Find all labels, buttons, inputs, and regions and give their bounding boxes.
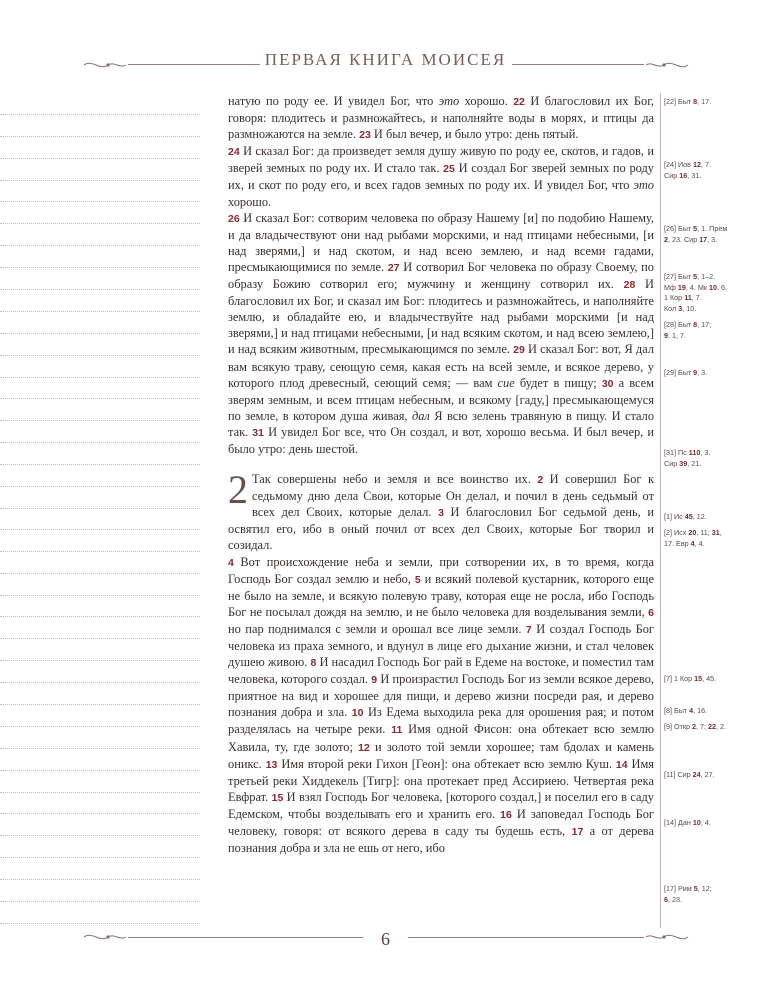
- xref-2-11: [11] Сир 24, 27.: [664, 770, 715, 779]
- note-line: [0, 880, 200, 902]
- footer-right-ornament-icon: [644, 930, 690, 944]
- note-line: [0, 683, 200, 705]
- note-line: [0, 749, 200, 771]
- xref-2-9: [9] Откр 2, 7; 22, 2.: [664, 722, 727, 731]
- italic-word: это: [438, 94, 460, 108]
- note-line: [0, 902, 200, 924]
- verse-number: 4: [228, 556, 234, 569]
- note-line: [0, 268, 200, 290]
- verse-number: 22: [513, 96, 525, 108]
- right-ornament-icon: [644, 58, 690, 72]
- note-line: [0, 202, 200, 224]
- note-line: [0, 399, 200, 421]
- xref-22: [22] Быт 8, 17.: [664, 97, 712, 106]
- verse-number: 2: [537, 474, 544, 487]
- verse-number: 25: [443, 163, 455, 176]
- verse-number: 16: [500, 808, 512, 821]
- verse-number: 27: [387, 261, 400, 274]
- verse-number: 28: [623, 279, 636, 292]
- chapter-number: 2: [228, 467, 248, 513]
- main-text: [228, 93, 654, 856]
- verse-number: 31: [252, 426, 264, 439]
- xref-31: [31] Пс 110, 3. Сир 39, 21.: [664, 448, 711, 468]
- note-line: [0, 181, 200, 203]
- verse-number: 26: [228, 212, 240, 225]
- verse-number: 14: [615, 758, 628, 771]
- header-rule-right: [512, 64, 644, 65]
- verse-number: 5: [414, 573, 421, 586]
- note-line: [0, 465, 200, 487]
- note-line: [0, 421, 200, 443]
- note-line: [0, 793, 200, 815]
- italic-word: это: [633, 178, 654, 193]
- verse-number: 12: [358, 741, 370, 754]
- verse-number: 24: [228, 146, 240, 159]
- note-line: [0, 312, 200, 334]
- xref-2-2: [2] Исх 20, 11; 31, 17. Евр 4, 4.: [664, 528, 722, 548]
- xref-2-7: [7] 1 Кор 15, 45.: [664, 674, 717, 683]
- xref-28: [28] Быт 8, 17; 9, 1, 7.: [664, 320, 712, 340]
- verse-number: 11: [391, 724, 403, 737]
- note-line: [0, 93, 200, 115]
- note-line: [0, 574, 200, 596]
- verse-number: 8: [310, 657, 317, 670]
- note-line: [0, 639, 200, 661]
- note-line: [0, 836, 200, 858]
- verse-number: 23: [359, 129, 371, 142]
- paragraph-2-1: 2 Так совершены небо и земля и все воинство их. 2 И совершил Бог к седьмому дню дела Свои, которые Он делал, и почил в день седьмый от всех дел Своих, которые делал. 3 И благословил Бог седьмой день, и освятил его, ибо в оный почил от всех дел Своих, которые Бог творил и созидал.: [228, 467, 654, 553]
- note-line: [0, 378, 200, 400]
- note-line: [0, 356, 200, 378]
- verse-number: 9: [371, 674, 378, 687]
- xref-2-1: [1] Ис 45, 12.: [664, 512, 707, 521]
- xref-29: [29] Быт 9, 3.: [664, 368, 708, 377]
- note-line: [0, 159, 200, 181]
- note-line: [0, 596, 200, 618]
- xref-26: [26] Быт 5, 1. Прем 2, 23. Сир 17, 3.: [664, 224, 728, 244]
- column-divider: [660, 93, 661, 928]
- verse-number: 17: [571, 826, 584, 839]
- note-line: [0, 552, 200, 574]
- note-line: [0, 246, 200, 268]
- verse-number: 15: [271, 791, 284, 804]
- note-line: [0, 617, 200, 639]
- note-line: [0, 224, 200, 246]
- xref-24: [24] Иов 12, 7. Сир 16, 31.: [664, 160, 711, 180]
- italic-word: сие: [497, 375, 515, 390]
- paragraph-2-4: 4 Вот происхождение неба и земли, при сотворении их, в то время, когда Господь Бог создал землю и небо, 5 и всякий полевой кустарник, которого еще не было на земле, и всякую полевую траву, которая еще не росла, ибо Господь Бог не посылал дождя на землю, и не было человека для возделывания земли, 6 но пар поднимался с земли и орошал все лице земли. 7 И создал Господь Бог человека из праха земного, и вдунул в лице его дыхание жизни, и стал человек душею живою. 8 И насадил Господь Бог рай в Едеме на востоке, и поместил там человека, которого создал. 9 И произрастил Господь Бог из земли всякое дерево, приятное на вид и хорошее для пищи, и дерево жизни посреди рая, и дерево познания добра и зла. 10 Из Едема выходила река для орошения рая; и потом разделялась на четыре реки. 11 Имя одной Фисон: она обтекает всю землю Хавила, ту, где золото; 12 и золото той земли хорошее; там бдолах и камень оникс. 13 Имя второй реки Гихон [Геон]: она обтекает всю землю Куш. 14 Имя третьей реки Хиддекель [Тигр]: она протекает пред Ассириею. Четвертая река Евфрат. 15 И взял Господь Бог человека, [которого создал,] и поселил его в саду Едемском, чтобы возделывать его и хранить его. 16 И заповедал Господь Бог человеку, говоря: от всякого дерева в саду ты будешь есть, 17 а от дерева познания добра и зла не ешь от него, ибо: [228, 554, 655, 856]
- verse-number: 10: [351, 707, 364, 720]
- verse-number: 29: [513, 344, 525, 357]
- note-line: [0, 137, 200, 159]
- note-line: [0, 443, 200, 465]
- italic-word: дал: [411, 408, 430, 423]
- verse-number: 13: [265, 758, 278, 771]
- note-line: [0, 814, 200, 836]
- note-line: [0, 334, 200, 356]
- verse-number: 6: [648, 606, 654, 619]
- verse-number: 30: [601, 377, 614, 390]
- note-line: [0, 771, 200, 793]
- note-line: [0, 115, 200, 137]
- note-line: [0, 530, 200, 552]
- notes-lines-bottom: [0, 508, 200, 928]
- note-line: [0, 705, 200, 727]
- verse-number: 3: [438, 507, 444, 520]
- xref-27: [27] Быт 5, 1–2. Мф 19, 4. Мк 10, 6. 1 Кор 11, 7. Кол 3, 10.: [664, 272, 728, 313]
- verse-number: 7: [525, 623, 532, 636]
- paragraph-1-21: натую по роду ее. И увидел Бог, что это хорошо. 22 И благословил их Бог, говоря: плодитесь и размножайтесь, и наполняйте воды в морях, и птицы да размножаются на земле. 23 И был вечер, и было утро: день пятый.: [228, 94, 654, 142]
- note-line: [0, 487, 200, 509]
- footer-rule-right: [408, 937, 644, 938]
- paragraph-1-24: 24 И сказал Бог: да произведет земля душу живую по роду ее, скотов, и гадов, и зверей земных по роду их. И стало так. 25 И создал Бог зверей земных по роду их, и скот по роду его, и всех гадов земных по роду их. И увидел Бог, что это хорошо.: [228, 144, 654, 209]
- notes-lines-top: [0, 93, 200, 503]
- note-line: [0, 727, 200, 749]
- note-line: [0, 290, 200, 312]
- xref-2-17: [17] Рим 5, 12; 6, 23.: [664, 884, 712, 904]
- note-line: [0, 508, 200, 530]
- xref-2-8: [8] Быт 4, 16.: [664, 706, 708, 715]
- note-line: [0, 661, 200, 683]
- paragraph-1-26: 26 И сказал Бог: сотворим человека по образу Нашему [и] по подобию Нашему, и да владычествуют они над рыбами морскими, и над птицами небесными, [и над зверями,] и над скотом, и над всею землею, и над всеми гадами, пресмыкающимися по земле. 27 И сотворил Бог человека по образу Своему, по образу Божию сотворил его; мужчину и женщину сотворил их. 28 И благословил их Бог, и сказал им Бог: плодитесь и размножайтесь, и наполняйте землю, и обладайте ею, и владычествуйте над рыбами морскими [и над зверями,] и над птицами небесными, [и над всяким скотом, и над всею землею,] и над всяким животным, пресмыкающимся по земле. 29 И сказал Бог: вот, Я дал вам всякую траву, сеющую семя, какая есть на всей земле, и всякое дерево, у которого плод древесный, сеющий семя; — вам сие будет в пищу; 30 а всем зверям земным, и всем птицам небесным, и всякому [гаду,] пресмыкающемуся по земле, в котором душа живая, дал Я всю зелень травяную в пищу. И стало так. 31 И увидел Бог все, что Он создал, и вот, хорошо весьма. И был вечер, и было утро: день шестой.: [228, 210, 655, 456]
- xref-2-14: [14] Дан 10, 4.: [664, 818, 711, 827]
- page-number: 6: [381, 929, 390, 949]
- page-title: ПЕРВАЯ КНИГА МОИСЕЯ: [264, 50, 507, 69]
- note-line: [0, 858, 200, 880]
